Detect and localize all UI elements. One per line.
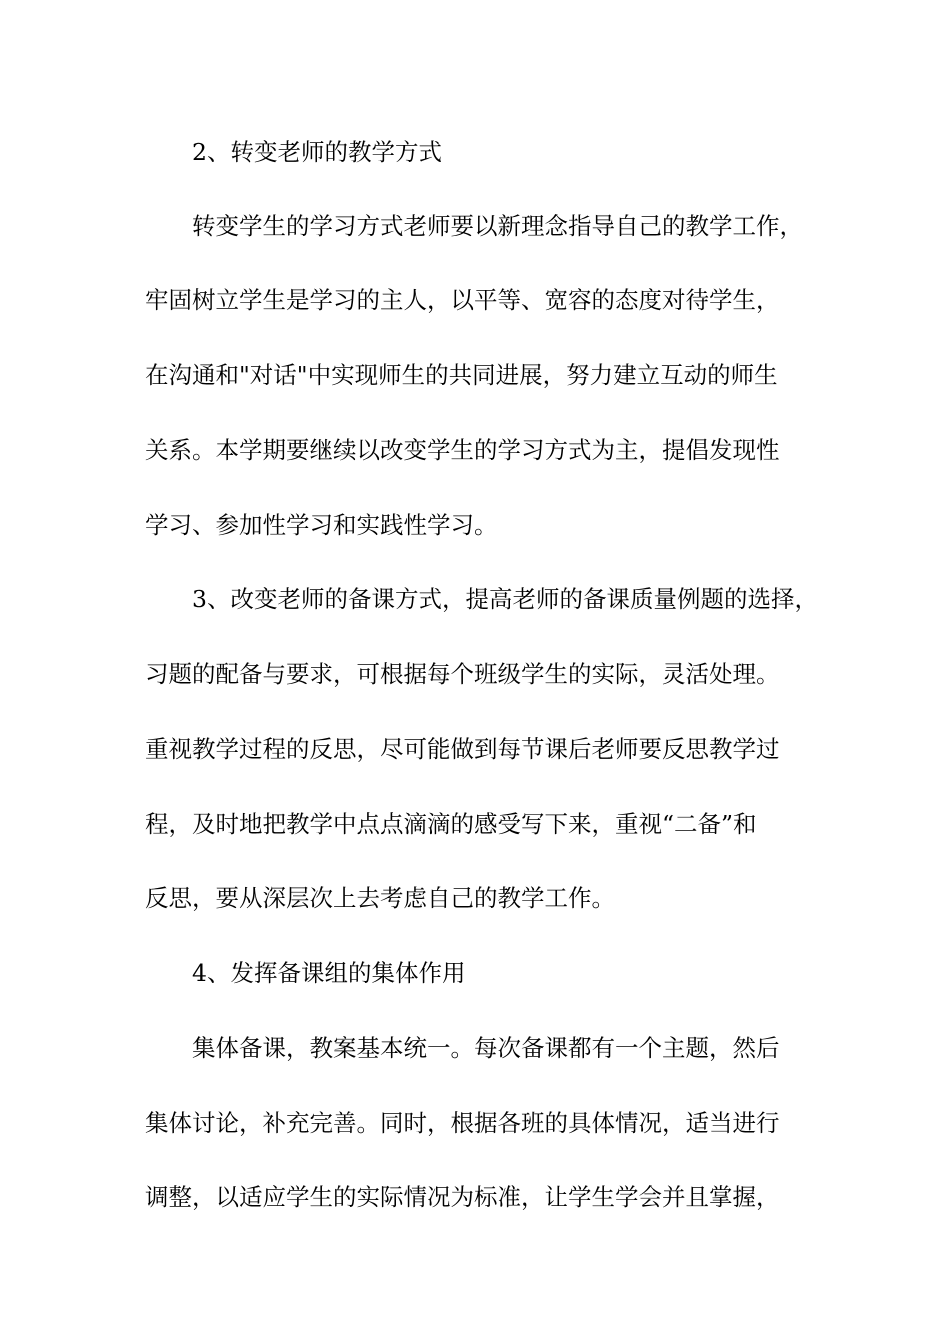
paragraph-line: 在沟通和"对话"中实现师生的共同进展，努力建立互动的师生 xyxy=(145,361,778,389)
paragraph-line: 学习、参加性学习和实践性学习。 xyxy=(145,511,498,539)
paragraph-line: 牢固树立学生是学习的主人，以平等、宽容的态度对待学生， xyxy=(145,286,780,314)
paragraph-line: 关系。本学期要继续以改变学生的学习方式为主，提倡发现性 xyxy=(145,436,780,464)
heading-section-4: 4、发挥备课组的集体作用 xyxy=(192,959,466,987)
paragraph-line: 重视教学过程的反思，尽可能做到每节课后老师要反思教学过 xyxy=(145,735,780,763)
paragraph-line: 调整，以适应学生的实际情况为标准，让学生学会并且掌握， xyxy=(145,1183,780,1211)
heading-section-2: 2、转变老师的教学方式 xyxy=(192,138,442,166)
paragraph-line: 习题的配备与要求，可根据每个班级学生的实际，灵活处理。 xyxy=(145,660,780,688)
paragraph-line: 集体讨论，补充完善。同时，根据各班的具体情况，适当进行 xyxy=(145,1109,780,1137)
paragraph-line: 程，及时地把教学中点点滴滴的感受写下来，重视“二备”和 xyxy=(145,810,757,838)
paragraph-line: 集体备课，教案基本统一。每次备课都有一个主题，然后 xyxy=(192,1034,780,1062)
paragraph-line: 转变学生的学习方式老师要以新理念指导自己的教学工作， xyxy=(192,212,803,240)
heading-section-3: 3、改变老师的备课方式，提高老师的备课质量例题的选择， xyxy=(192,585,818,613)
paragraph-line: 反思，要从深层次上去考虑自己的教学工作。 xyxy=(145,884,615,912)
